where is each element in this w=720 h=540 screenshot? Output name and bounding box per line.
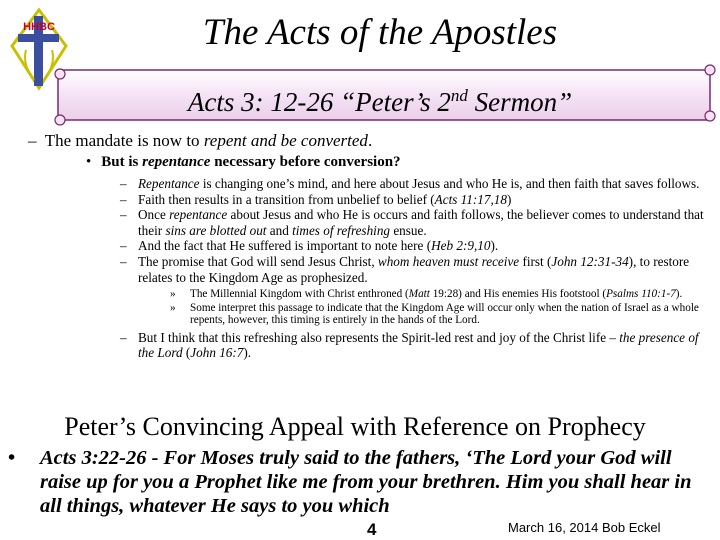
banner-title: Acts 3: 12-26 “Peter’s 2nd Sermon” (187, 86, 573, 117)
section-heading: Peter’s Convincing Appeal with Reference on Prophecy (64, 412, 646, 441)
logo-text: HHBC (23, 21, 55, 33)
page-number: 4 (367, 520, 377, 539)
footer-date-author: March 16, 2014 Bob Eckel (508, 520, 661, 535)
level2-question: • But is repentance necessary before conversion? (86, 154, 401, 170)
list-item: – The promise that God will send Jesus Christ, whom heaven must receive first (John 12:31-34), to restore relates to the Kingdom Age as prophesized. » The Millennial Kingdom with Christ enthroned (Matt 19:28) and His enemies His footstool (Psalms 110:1-7). » Some interpret this passage to indicate that the Kingdom Age will occur only when the nation of Israel as a whole repents, however, this timing is entirely in the hands of the Lord. (120, 254, 710, 327)
level1-point: – The mandate is now to repent and be converted. (28, 131, 373, 150)
list-item: – Faith then results in a transition from unbelief to belief (Acts 11:17,18) (120, 191, 512, 207)
logo-cross-horizontal (18, 34, 59, 42)
list-item: – Once repentance about Jesus and who He is occurs and faith follows, the believer comes to understand that their sins are blotted out and times of refreshing ensue. (120, 207, 704, 238)
level3-list (120, 176, 710, 361)
dash: – (28, 131, 37, 150)
page-title: The Acts of the Apostles (202, 12, 558, 53)
list-item: – And the fact that He suffered is important to note here (Heb 2:9,10). (120, 238, 499, 254)
list-item: » Some interpret this passage to indicate that the Kingdom Age will occur only when the nation of Israel as a whole repents, however, this timing is entirely in the hands of the Lord. (170, 301, 699, 327)
list-item: » The Millennial Kingdom with Christ enthroned (Matt 19:28) and His enemies His footstool (Psalms 110:1-7). (170, 288, 683, 301)
list-item: – But I think that this refreshing also represents the Spirit-led rest and joy of the Christ life – the presence of the Lord (John 16:7). (120, 329, 699, 361)
bullet: • (8, 447, 16, 469)
list-item: – Repentance is changing one’s mind, and here about Jesus and who He is, and then faith that saves follows. (120, 176, 700, 191)
scripture-paragraph: • Acts 3:22-26 - For Moses truly said to the fathers, ‘The Lord your God will raise up for you a Prophet like me from your brethren. Him you shall hear in all things, whatever He says to you which (8, 447, 692, 517)
level4-list (170, 288, 710, 327)
bullet: • (86, 154, 92, 170)
